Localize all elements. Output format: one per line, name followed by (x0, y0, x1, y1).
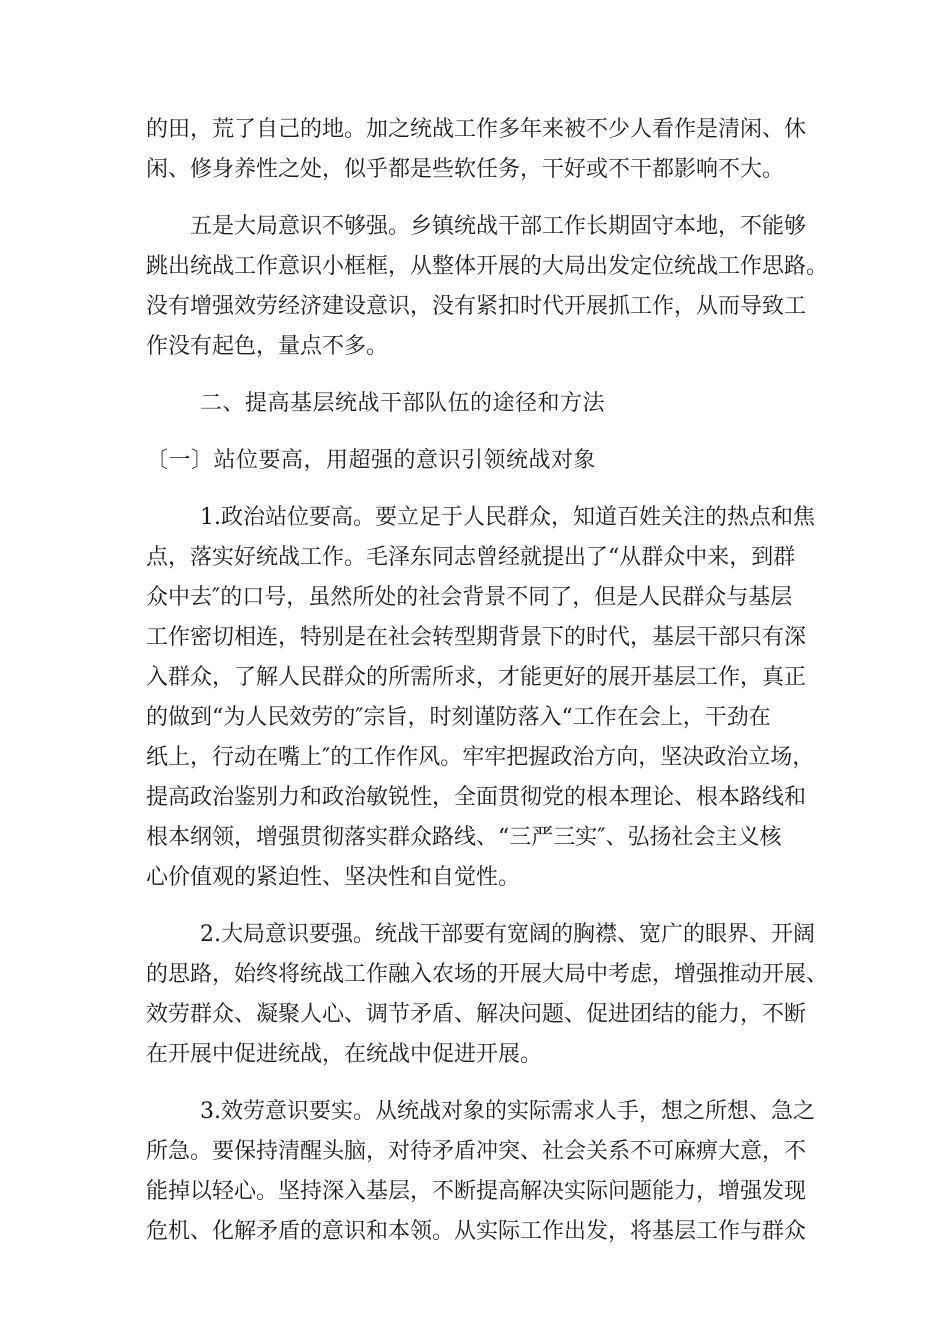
text-line: 纸上，行动在嘴上″的工作作风。牢牢把握政治方向，坚决政治立场， (146, 745, 815, 770)
heading-text: 〔一〕站位要高，用超强的意识引领统战对象 (146, 448, 597, 473)
text-line: 点，落实好统战工作。毛泽东同志曾经就提出了“从群众中来，到群 (146, 545, 796, 570)
text-line: 3.效劳意识要实。从统战对象的实际需求人手，想之所想、急之 (200, 1099, 815, 1124)
text-line: 入群众，了解人民群众的所需所求，才能更好的展开基层工作，真正 (146, 665, 807, 690)
text-line: 提高政治鉴别力和政治敏锐性，全面贯彻党的根本理论、根本路线和 (146, 785, 807, 810)
paragraph-continued (146, 110, 806, 190)
text-line: 根本纲领，增强贯彻落实群众路线、“三严三实″、弘扬社会主义核 (146, 825, 782, 850)
text-line: 心价值观的紧迫性、坚决性和自觉性。 (146, 865, 521, 890)
text-line: 工作密切相连，特别是在社会转型期背景下的时代，基层干部只有深 (146, 625, 807, 650)
text-line: 危机、化解矛盾的意识和本领。从实际工作出发，将基层工作与群众 (146, 1219, 807, 1244)
text-line: 作没有起色，量点不多。 (146, 334, 389, 359)
subsection-heading-one (146, 441, 806, 481)
text-line: 的思路，始终将统战工作融入农场的开展大局中考虑，增强推动开展、 (146, 962, 829, 987)
text-line: 所急。要保持清醒头脑，对待矛盾冲突、社会关系不可麻痹大意，不 (146, 1139, 807, 1164)
heading-text: 二、提高基层统战干部队伍的途径和方法 (200, 391, 606, 416)
section-heading-two (146, 384, 806, 424)
text-line: 在开展中促进统战，在统战中促进开展。 (146, 1042, 543, 1067)
text-line: 没有增强效劳经济建设意识，没有紧扣时代开展抓工作，从而导致工 (146, 294, 807, 319)
text-line: 众中去″的口号，虽然所处的社会背景不同了，但是人民群众与基层 (146, 585, 793, 610)
text-line: 的田，荒了自己的地。加之统战工作多年来被不少人看作是清闲、休 (146, 117, 807, 142)
document-body (146, 110, 829, 1269)
paragraph-item-2 (146, 915, 829, 1075)
paragraph-five (146, 207, 829, 367)
paragraph-item-3 (146, 1092, 815, 1252)
text-line: 跳出统战工作意识小框框，从整体开展的大局出发定位统战工作思路。 (146, 254, 829, 279)
paragraph-item-1 (146, 498, 815, 898)
text-line: 1.政治站位要高。要立足于人民群众，知道百姓关注的热点和焦 (200, 505, 815, 530)
text-line: 能掉以轻心。坚持深入基层，不断提高解决实际问题能力，增强发现 (146, 1179, 807, 1204)
text-line: 五是大局意识不够强。乡镇统战干部工作长期固守本地，不能够 (190, 214, 807, 239)
text-line: 闲、修身养性之处，似乎都是些软任务，干好或不干都影响不大。 (146, 157, 785, 182)
text-line: 的做到“为人民效劳的″宗旨，时刻谨防落入“工作在会上，干劲在 (146, 705, 771, 730)
text-line: 效劳群众、凝聚人心、调节矛盾、解决问题、促进团结的能力，不断 (146, 1002, 807, 1027)
text-line: 2.大局意识要强。统战干部要有宽阔的胸襟、宽广的眼界、开阔 (200, 922, 815, 947)
